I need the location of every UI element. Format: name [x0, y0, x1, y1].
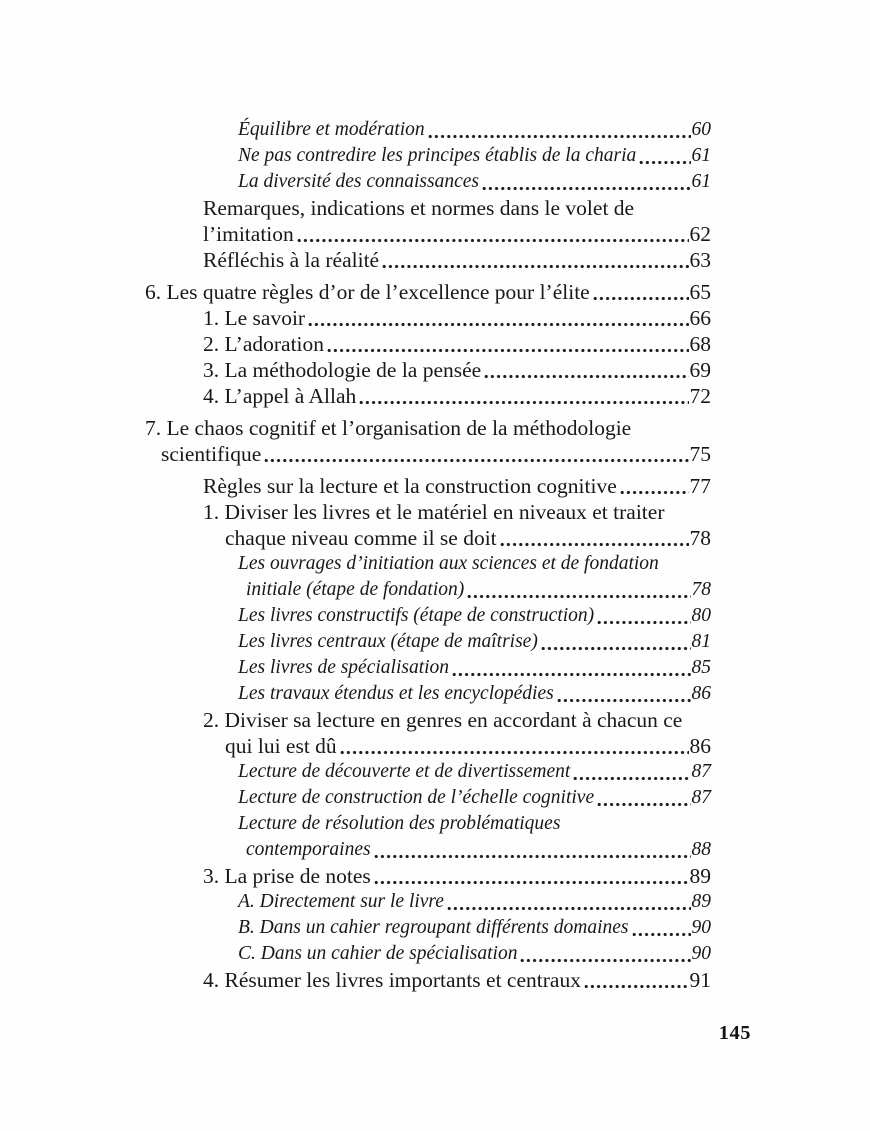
toc-line — [145, 331, 711, 357]
toc-line — [145, 603, 711, 629]
toc-line — [145, 473, 711, 499]
dot-leader — [374, 837, 691, 863]
toc-line — [145, 811, 711, 837]
dot-leader — [374, 863, 689, 889]
toc-entry-text: 4. Résumer les livres importants et centraux — [203, 968, 581, 992]
toc-entry-page: 88 — [691, 839, 711, 860]
toc-entry-page: 61 — [691, 171, 711, 192]
toc-line — [145, 889, 711, 915]
toc-line — [145, 551, 711, 577]
dot-leader — [452, 655, 690, 681]
dot-leader — [639, 143, 690, 169]
toc-entry-text: A. Directement sur le livre — [238, 891, 444, 912]
toc-entry-page: 66 — [689, 306, 711, 330]
toc-entry-text: 7. Le chaos cognitif et l’organisation de la méthodologie — [145, 416, 632, 440]
toc-entry-text: contemporaines — [246, 839, 371, 860]
dot-leader — [584, 967, 689, 993]
toc-line — [145, 279, 711, 305]
dot-leader — [632, 915, 691, 941]
toc-entry-page: 89 — [689, 864, 711, 888]
toc-line — [145, 629, 711, 655]
toc-entry-text: l’imitation — [203, 222, 294, 246]
dot-leader — [597, 603, 690, 629]
toc-line — [145, 863, 711, 889]
toc-entry-text: La diversité des connaissances — [238, 171, 480, 192]
toc-line — [145, 415, 711, 441]
toc-entry-page: 89 — [691, 891, 711, 912]
toc-entry-page: 65 — [689, 280, 711, 304]
toc-entry-text: 3. La méthodologie de la pensée — [203, 358, 482, 382]
toc-line — [145, 195, 711, 221]
toc-entry-text: 1. Diviser les livres et le matériel en niveaux et traiter — [203, 500, 665, 524]
dot-leader — [597, 785, 690, 811]
toc-line — [145, 759, 711, 785]
dot-leader — [382, 247, 688, 273]
dot-leader — [359, 383, 688, 409]
dot-leader — [500, 525, 689, 551]
toc-line — [145, 117, 711, 143]
toc-entry-page: 87 — [691, 761, 711, 782]
toc-line — [145, 941, 711, 967]
dot-leader — [620, 473, 689, 499]
dot-leader — [573, 759, 690, 785]
toc-line — [145, 681, 711, 707]
dot-leader — [482, 169, 690, 195]
toc-entry-text: 3. La prise de notes — [203, 864, 371, 888]
toc-entry-text: Règles sur la lecture et la construction cognitive — [203, 474, 617, 498]
dot-leader — [484, 357, 688, 383]
toc-entry-text: scientifique — [161, 442, 262, 466]
toc-line — [145, 837, 711, 863]
toc-list — [145, 117, 711, 993]
toc-line — [145, 915, 711, 941]
toc-line — [145, 221, 711, 247]
toc-entry-page: 69 — [689, 358, 711, 382]
dot-leader — [467, 577, 690, 603]
toc-entry-text: qui lui est dû — [225, 734, 337, 758]
toc-line — [145, 305, 711, 331]
dot-leader — [340, 733, 689, 759]
dot-leader — [264, 441, 688, 467]
toc-line — [145, 247, 711, 273]
page-number: 145 — [718, 1022, 751, 1044]
toc-entry-page: 61 — [691, 145, 711, 166]
toc-line — [145, 733, 711, 759]
toc-entry-text: Lecture de découverte et de divertissement — [238, 761, 571, 782]
toc-line — [145, 357, 711, 383]
toc-entry-page: 87 — [691, 787, 711, 808]
dot-leader — [541, 629, 691, 655]
toc-entry-text: 6. Les quatre règles d’or de l’excellence pour l’élite — [145, 280, 590, 304]
toc-entry-text: Les ouvrages d’initiation aux sciences et de fondation — [238, 553, 659, 574]
toc-entry-page: 63 — [689, 248, 711, 272]
toc-entry-page: 62 — [689, 222, 711, 246]
toc-entry-page: 60 — [691, 119, 711, 140]
dot-leader — [520, 941, 690, 967]
toc-entry-page: 91 — [689, 968, 711, 992]
dot-leader — [557, 681, 691, 707]
toc-entry-page: 85 — [691, 657, 711, 678]
dot-leader — [308, 305, 688, 331]
toc-entry-text: Réfléchis à la réalité — [203, 248, 380, 272]
toc-line — [145, 499, 711, 525]
toc-entry-text: chaque niveau comme il se doit — [225, 526, 497, 550]
toc-line — [145, 655, 711, 681]
dot-leader — [428, 117, 691, 143]
toc-entry-text: Remarques, indications et normes dans le volet de — [203, 196, 635, 220]
dot-leader — [593, 279, 689, 305]
toc-entry-page: 68 — [689, 332, 711, 356]
toc-entry-page: 80 — [691, 605, 711, 626]
toc-line — [145, 967, 711, 993]
toc-entry-page: 90 — [691, 943, 711, 964]
toc-entry-text: Ne pas contredire les principes établis de la charia — [238, 145, 637, 166]
toc-entry-text: Lecture de construction de l’échelle cognitive — [238, 787, 595, 808]
toc-entry-page: 72 — [689, 384, 711, 408]
toc-entry-text: Les travaux étendus et les encyclopédies — [238, 683, 554, 704]
dot-leader — [327, 331, 688, 357]
toc-entry-text: 2. Diviser sa lecture en genres en accordant à chacun ce — [203, 708, 683, 732]
toc-entry-text: Les livres constructifs (étape de construction) — [238, 605, 595, 626]
toc-line — [145, 169, 711, 195]
toc-entry-text: Les livres centraux (étape de maîtrise) — [238, 631, 538, 652]
toc-entry-page: 86 — [689, 734, 711, 758]
dot-leader — [447, 889, 691, 915]
toc-entry-page: 86 — [691, 683, 711, 704]
toc-entry-text: 1. Le savoir — [203, 306, 306, 330]
toc-line — [145, 577, 711, 603]
toc-entry-page: 90 — [691, 917, 711, 938]
toc-entry-text: B. Dans un cahier regroupant différents domaines — [238, 917, 629, 938]
toc-entry-page: 78 — [691, 579, 711, 600]
toc-line — [145, 383, 711, 409]
dot-leader — [297, 221, 689, 247]
toc-line — [145, 707, 711, 733]
toc-entry-page: 77 — [689, 474, 711, 498]
toc-entry-text: C. Dans un cahier de spécialisation — [238, 943, 518, 964]
toc-line — [145, 143, 711, 169]
toc-entry-text: Équilibre et modération — [238, 119, 425, 140]
toc-entry-text: 2. L’adoration — [203, 332, 325, 356]
toc-line — [145, 441, 711, 467]
toc-entry-page: 78 — [689, 526, 711, 550]
toc-entry-text: initiale (étape de fondation) — [246, 579, 465, 600]
toc-entry-page: 81 — [691, 631, 711, 652]
toc-entry-text: Les livres de spécialisation — [238, 657, 450, 678]
toc-line — [145, 785, 711, 811]
toc-entry-text: Lecture de résolution des problématiques — [238, 813, 561, 834]
toc-entry-page: 75 — [689, 442, 711, 466]
toc-line — [145, 525, 711, 551]
toc-entry-text: 4. L’appel à Allah — [203, 384, 357, 408]
